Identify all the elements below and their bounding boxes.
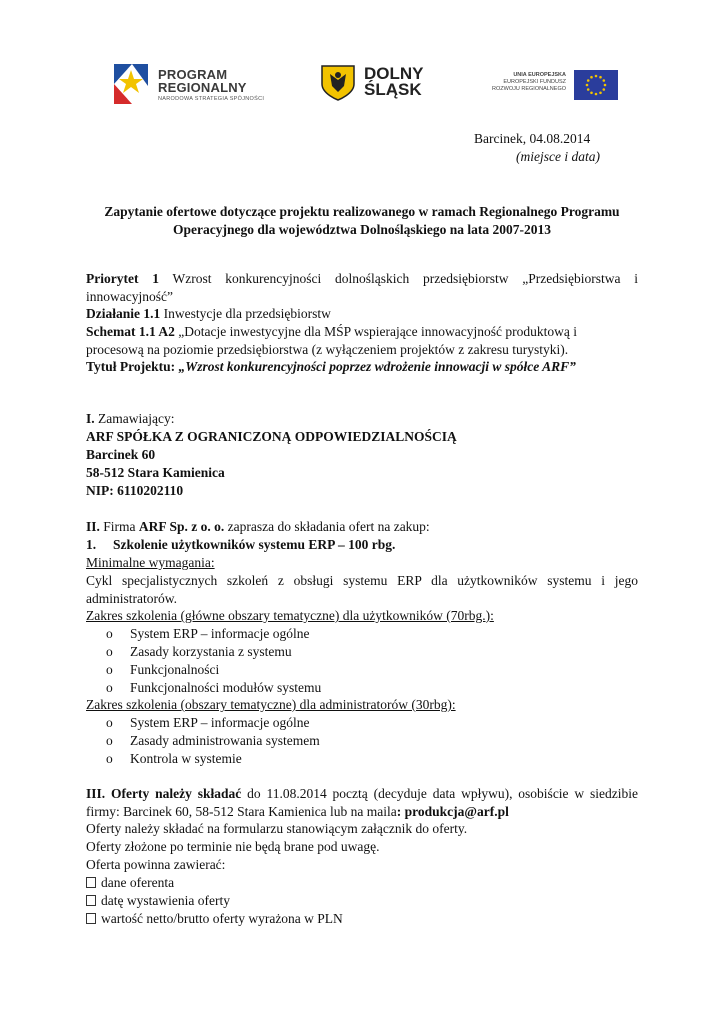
project-title-text: „Wzrost konkurencyjności poprzez wdrożenie innowacji w spółce ARF” — [175, 359, 576, 374]
admin-item-text: System ERP – informacje ogólne — [130, 715, 310, 730]
buyer-nip: NIP: 6110202110 — [86, 483, 184, 498]
list-item — [86, 910, 638, 928]
scheme-line — [86, 323, 638, 358]
buyer-section-label: Zamawiający: — [94, 411, 175, 426]
priority-line — [86, 270, 638, 305]
list-item — [106, 643, 292, 661]
users-scope: Zakres szkolenia (główne obszary tematyczne) dla użytkowników (70rbg.): — [86, 608, 494, 623]
submission-paragraph — [86, 785, 638, 820]
priority-text: Wzrost konkurencyjności dolnośląskich przedsiębiorstw „Przedsiębiorstwa i innowacyjność” — [86, 271, 638, 304]
min-req-text: Cykl specjalistycznych szkoleń z obsługi systemu ERP dla użytkowników systemu i jego administratorów. — [86, 573, 638, 606]
submission-email: : produkcja@arf.pl — [396, 803, 509, 819]
users-item-text: System ERP – informacje ogólne — [130, 626, 310, 641]
program-regionalny-logo — [110, 60, 290, 106]
action-label: Działanie 1.1 — [86, 306, 161, 321]
offer-item — [86, 536, 638, 554]
program-line2: REGIONALNY — [158, 80, 247, 95]
buyer-city: 58-512 Stara Kamienica — [86, 465, 225, 480]
place-date: Barcinek, 04.08.2014 — [474, 131, 591, 146]
buyer-street: Barcinek 60 — [86, 447, 156, 462]
list-item — [106, 714, 309, 732]
priority-label: Priorytet 1 — [86, 271, 159, 286]
submission-bold: Oferty należy składać — [105, 786, 242, 801]
scheme-label: Schemat 1.1 A2 — [86, 324, 175, 339]
action-text: Inwestycje dla przedsiębiorstw — [160, 306, 331, 321]
offer-item-num: 1. — [86, 537, 97, 552]
buyer-section-num: I. — [86, 411, 95, 426]
eu-flag-icon — [574, 70, 618, 100]
submission-line3: Oferty złożone po terminie nie będą brane pod uwagę. — [86, 839, 380, 854]
dolny-slask-logo — [320, 64, 450, 104]
bullet-mark: o — [106, 751, 113, 766]
admin-item-text: Zasady administrowania systemem — [130, 733, 320, 748]
program-line1: PROGRAM — [158, 67, 228, 82]
min-req-label: Minimalne wymagania: — [86, 555, 215, 570]
bullet-mark: o — [106, 680, 113, 695]
program-regionalny-emblem-icon — [110, 60, 152, 104]
list-item — [106, 661, 219, 679]
offer-intro-a: Firma — [99, 519, 139, 534]
ue-line1: UNIA EUROPEJSKA — [513, 72, 566, 78]
eu-logo — [490, 70, 630, 102]
offer-content-item: wartość netto/brutto oferty wyrażona w PLN — [101, 911, 343, 926]
offer-intro — [86, 518, 638, 536]
buyer-name: ARF SPÓŁKA Z OGRANICZONĄ ODPOWIEDZIALNOŚCIĄ — [86, 429, 457, 444]
submission-line2: Oferty należy składać na formularzu stanowiącym załącznik do oferty. — [86, 821, 468, 836]
bullet-mark: o — [106, 715, 113, 730]
bullet-mark: o — [106, 644, 113, 659]
ue-line3: ROZWOJU REGIONALNEGO — [492, 86, 566, 92]
buyer-heading — [86, 410, 638, 428]
list-item — [106, 750, 242, 768]
ue-line2: EUROPEJSKI FUNDUSZ — [503, 79, 566, 85]
submission-line4: Oferta powinna zawierać: — [86, 857, 226, 872]
admin-scope: Zakres szkolenia (obszary tematyczne) dla administratorów (30rbg): — [86, 697, 456, 712]
eagle-shield-icon — [320, 64, 356, 102]
offer-item-title: Szkolenie użytkowników systemu ERP – 100 rbg. — [113, 537, 396, 552]
bullet-mark: o — [106, 662, 113, 677]
list-item — [86, 892, 638, 910]
users-item-text: Zasady korzystania z systemu — [130, 644, 292, 659]
bullet-mark: o — [106, 733, 113, 748]
document-title: Zapytanie ofertowe dotyczące projektu realizowanego w ramach Regionalnego Programu Operacyjnego dla województwa Dolnośląskiego na lata 2007-2013 — [104, 204, 620, 237]
list-item — [106, 732, 320, 750]
submission-section-num: III. — [86, 786, 106, 801]
offer-content-item: dane oferenta — [101, 875, 175, 890]
action-line — [86, 305, 638, 323]
offer-intro-b: zaprasza do składania ofert na zakup: — [224, 519, 430, 534]
project-title-label: Tytuł Projektu: — [86, 359, 176, 374]
list-item — [106, 625, 309, 643]
checkbox-square-icon — [86, 895, 96, 906]
program-line3: NARODOWA STRATEGIA SPÓJNOŚCI — [158, 96, 265, 102]
checkbox-square-icon — [86, 877, 96, 888]
bullet-mark: o — [106, 626, 113, 641]
project-title-line — [86, 358, 638, 376]
place-date-label: (miejsce i data) — [516, 149, 600, 164]
list-item — [106, 679, 321, 697]
users-item-text: Funkcjonalności — [130, 662, 220, 677]
scheme-text: „Dotacje inwestycyjne dla MŚP wspierające innowacyjność produktową i procesową na poziomie przedsiębiorstwa (z wyłączeniem projektów z zakresu turystyki). — [86, 324, 578, 357]
offer-section-num: II. — [86, 519, 100, 534]
submission-text: do 11.08.2014 pocztą (decyduje data wpływu), osobiście w siedzibie firmy: Barcinek 60, 58-512 Stara Kamienica lub na maila — [86, 786, 639, 819]
logo-bar — [110, 60, 630, 110]
offer-company: ARF Sp. z o. o. — [138, 519, 225, 534]
users-item-text: Funkcjonalności modułów systemu — [130, 680, 322, 695]
checkbox-square-icon — [86, 913, 96, 924]
dolny-line2: ŚLĄSK — [364, 80, 422, 99]
list-item — [86, 874, 638, 892]
admin-item-text: Kontrola w systemie — [130, 751, 242, 766]
dolny-line1: DOLNY — [364, 64, 424, 83]
offer-content-item: datę wystawienia oferty — [101, 893, 230, 908]
